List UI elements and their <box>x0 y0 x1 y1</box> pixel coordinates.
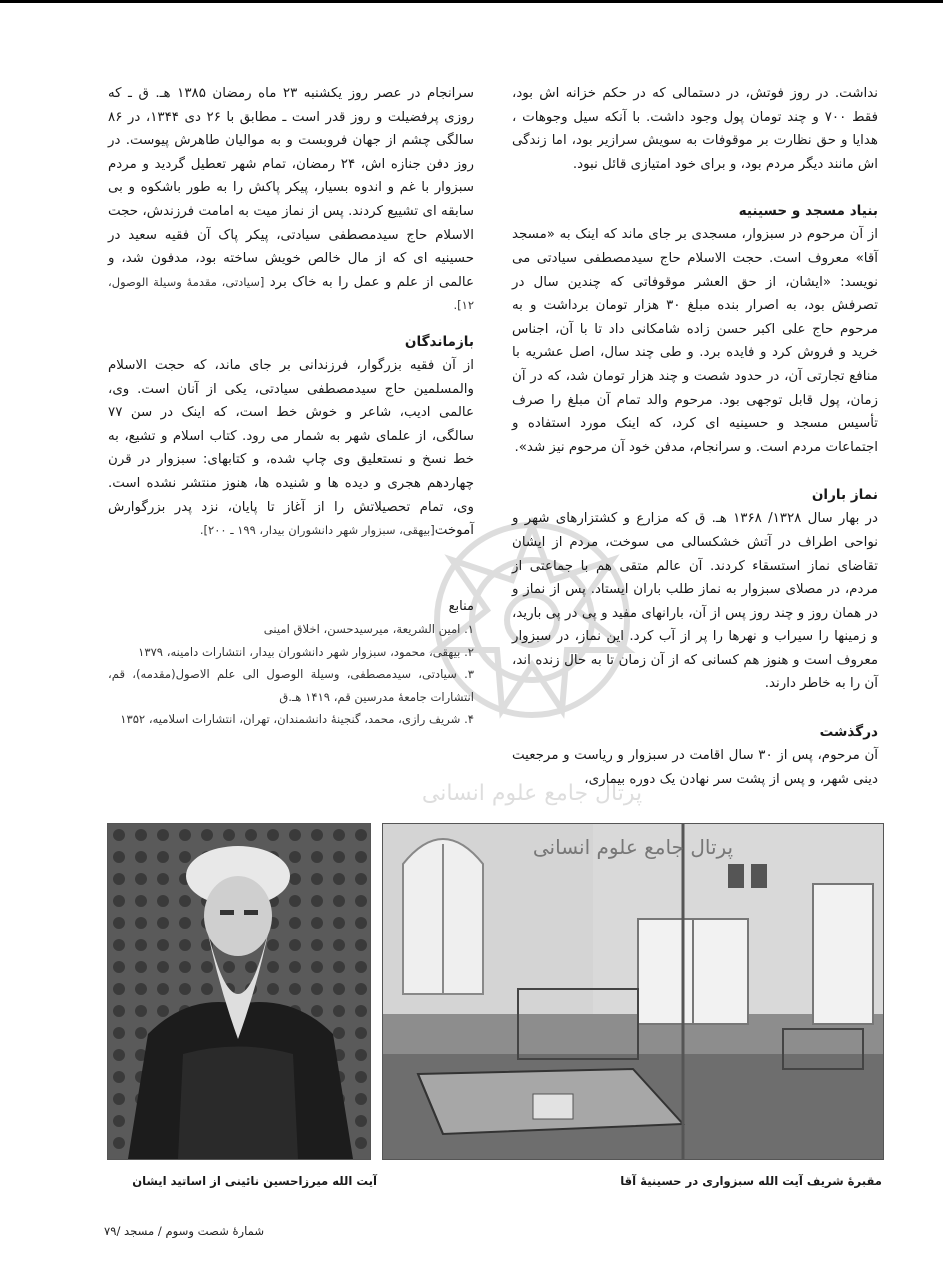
descendants-text: از آن فقیه بزرگوار، فرزندانی بر جای ماند، که حجت الاسلام والمسلمین حاج سیدمصطفی سیادتی، یکی از آنان است. وی، عالمی ادیب، شاعر و خوش خط است، که اینک در سن ۷۷ سالگی، از علمای شهر به شمار می رود. کتاب اسلام و تشیع، به خط نسخ و نستعلیق وی چاپ شده، و کتابهای: سبزوار در قرن چهاردهم هجری و دیده ها و شنیده ها، هنوز منتشر نشده است. وی، تمام تحصیلاتش را از آغاز تا پایان، نزد پدر بزرگوارش آموخت <box>108 357 474 539</box>
left-intro-paragraph <box>108 82 474 318</box>
source-item: ۲. بیهقی، محمود، سبزوار شهر دانشوران بیدار، انتشارات دامینه، ۱۳۷۹ <box>138 644 474 659</box>
right-intro-paragraph: نداشت. در روز فوتش، در دستمالی که در حکم خزانه اش بود، فقط ۷۰۰ و چند تومان پول وجود داشت. با آنکه سیل وجوهات ، هدایا و حق نظارت بر موقوفات به سویش سرازیر بود، اما زندگی اش مانند دیگر مردم بود، و برای خود امتیازی قائل نبود. <box>512 86 878 172</box>
left-intro-citation: [سیادتی، مقدمهٔ وسیلة الوصول، ۱۲]. <box>108 274 474 313</box>
right-column <box>512 82 878 791</box>
source-item: ۱. امین الشریعة، میرسیدحسن، اخلاق امینی <box>263 622 474 637</box>
mosque-paragraph: از آن مرحوم در سبزوار، مسجدی بر جای ماند که اینک به «مسجد آقا» معروف است. حجت الاسلام حاج سیدمصطفی سیادتی می نویسد: «ایشان، از حق العشر موقوفاتی که چندین سال در تصرفش بود، به اصرار بنده مبلغ ۳۰ هزار تومان برداشت و به مرحوم حاج علی اکبر حسن زاده شامکانی داد تا با آن، اجناس خرید و فروش کرد و فایده برد. و طی چند سال، اصل عشریه با منافع تجارتی آن، در حدود شصت و چند هزار تومان شد، که در آن زمان، پول قابل توجهی بود. مرحوم والد تمام آن مبلغ را صرف تأسیس مسجد و حسینیه ای کرد، که اینک مورد استفاده و اجتماعات مردم است. و سرانجام، مدفن خود آن مرحوم نیز شد». <box>512 227 878 455</box>
sources-list <box>108 618 474 731</box>
page-footer: شمارهٔ شصت وسوم / مسجد /۷۹ <box>104 1224 265 1238</box>
heading-rain-prayer: نماز باران <box>811 487 878 504</box>
portrait-photo <box>107 823 371 1160</box>
interior-caption: مقبرهٔ شریف آیت الله سبزواری در حسینیهٔ آقا <box>620 1174 882 1188</box>
watermark-text: پرتال جامع علوم انسانی <box>421 781 643 806</box>
rain-prayer-paragraph: در بهار سال ۱۳۲۸/ ۱۳۶۸ هـ. ق که مزارع و کشتزارهای شهر و نواحی اطراف در آتش خشکسالی می سوخت، مردم از ایشان تقاضای نماز استسقاء کردند. آن عالم متقی هم با جماعتی از مردم، در مصلای سبزوار به نماز طلب باران ایستاد. پس از نماز و در همان روز و چند روز پس از آن، بارانهای مفید و پی در پی بارید، و زمینها را سیراب و نهرها را پر از آب کرد. این نماز، در سبزوار معروف است و هنوز هم کسانی که از آن زمان تا به حال زنده اند، آن را به خاطر دارند. <box>512 511 878 692</box>
descendants-paragraph <box>108 354 474 543</box>
death-paragraph: آن مرحوم، پس از ۳۰ سال اقامت در سبزوار و ریاست و مرجعیت دینی شهر، و پس از پشت سر نهادن یک دوره بیماری، <box>512 748 878 787</box>
source-item: ۴. شریف رازی، محمد، گنجینهٔ دانشمندان، تهران، انتشارات اسلامیه، ۱۳۵۲ <box>120 712 474 727</box>
source-item: ۳. سیادتی، سیدمصطفی، وسیلة الوصول الی علم الاصول(مقدمه)، قم، انتشارات جامعهٔ مدرسین قم، ۱۴۱۹ هـ.ق <box>108 667 474 704</box>
descendants-citation: [بیهقی، سبزوار شهر دانشوران بیدار، ۱۹۹ ـ ۲۰۰]. <box>199 523 435 538</box>
heading-descendants: بازماندگان <box>404 333 474 350</box>
sources-title: منابع <box>448 598 474 614</box>
interior-photo <box>382 823 884 1160</box>
left-column <box>108 82 474 731</box>
portrait-caption: آیت الله میرزاحسین نائینی از اساتید ایشان <box>132 1174 377 1188</box>
interior-watermark-text: پرتال جامع علوم انسانی <box>532 835 734 859</box>
top-border <box>0 0 943 3</box>
left-intro-text: سرانجام در عصر روز یکشنبه ۲۳ ماه رمضان ۱۳۸۵ هـ. ق ـ که روزی پرفضیلت و روز قدر است ـ مطابق با ۲۶ دی ۱۳۴۴، در ۸۶ سالگی چشم از جهان فروبست و به موالیان طاهرش پیوست. در روز دفن جنازه اش، ۲۴ رمضان، تمام شهر تعطیل گردید و مردم سبزوار با غم و اندوه بسیار، پیکر پاکش را به طور باشکوه و بی سابقه ای تشییع کردند. پس از نماز میت به امامت فرزندش، حجت الاسلام حاج سیدمصطفی سیادتی، پیکر پاک آن فقیه سعید در حسینیه ای که از مال خالص خویش ساخته بود، مدفون شد، و عالمی از علم و عمل را به خاک برد <box>108 86 475 290</box>
portrait-illustration <box>108 824 370 1159</box>
heading-mosque: بنیاد مسجد و حسینیه <box>738 203 878 220</box>
heading-death: درگذشت <box>819 724 878 741</box>
interior-illustration <box>383 824 883 1159</box>
